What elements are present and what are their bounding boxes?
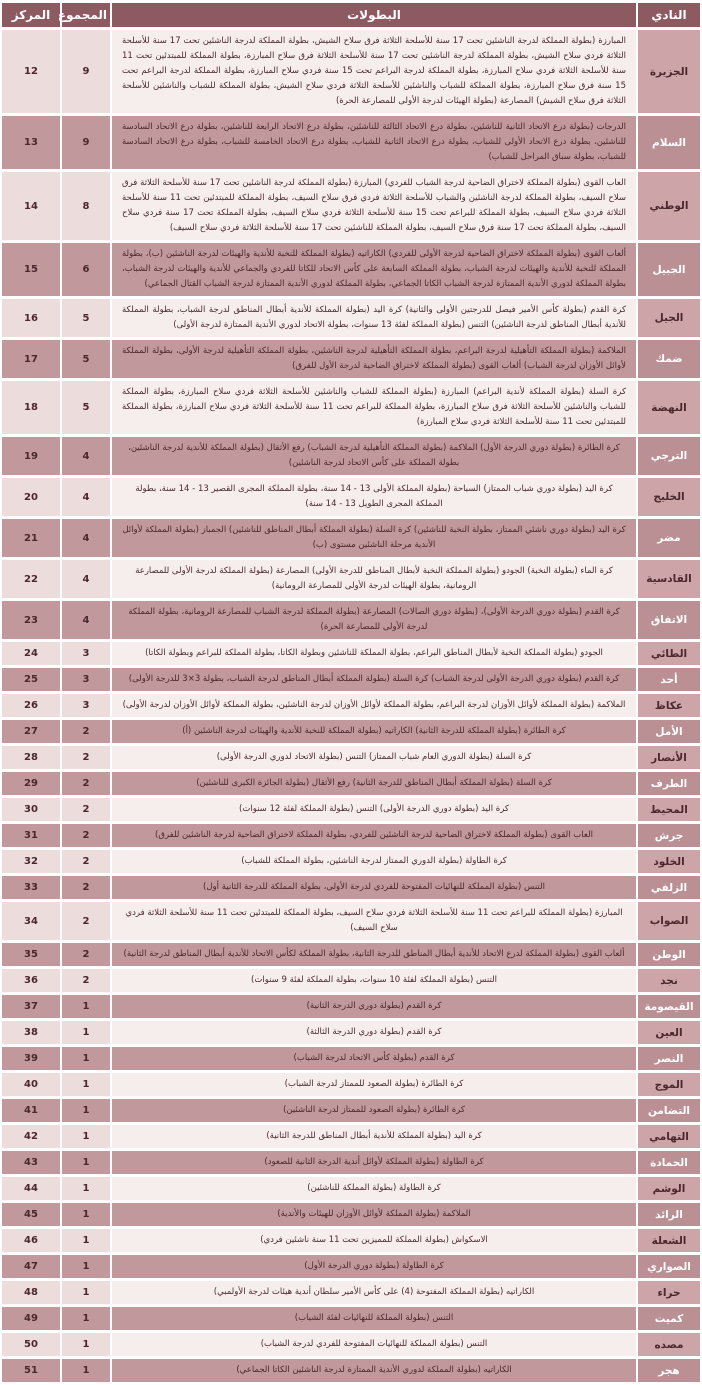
- total-cell: 1: [62, 1073, 110, 1096]
- championships-cell: كرة القدم (بطولة دوري الدرجة الأولى لدرجة الشباب) كرة السلة (بطولة المملكة أبطال المناطق لدرجة الشباب، بطولة 3×3 للدرجة الأولى): [112, 668, 636, 691]
- club-cell: القادسية: [638, 560, 700, 598]
- total-cell: 9: [62, 30, 110, 113]
- club-cell: مصده: [638, 1333, 700, 1356]
- championships-cell: كرة القدم (بطولة كأس الاتحاد لدرجة الشباب): [112, 1047, 636, 1070]
- header-total: المجموع: [62, 3, 110, 27]
- total-cell: 2: [62, 850, 110, 873]
- club-cell: ضمك: [638, 340, 700, 378]
- table-row: [2, 1021, 700, 1044]
- total-cell: 4: [62, 601, 110, 639]
- club-cell: التضامن: [638, 1099, 700, 1122]
- table-row: [2, 1359, 700, 1382]
- championships-cell: كرة اليد (بطولة دوري ناشئي الممتاز، بطولة النخبة للناشئين) كرة السلة (بطولة المملكة أبطال المناطق للناشئين) الجمباز (بطولة المملكة لأوائل الأندية مرحلة الناشئين مستوى (ب): [112, 519, 636, 557]
- table-row: [2, 1047, 700, 1070]
- club-cell: الجزيرة: [638, 30, 700, 113]
- club-cell: نجد: [638, 969, 700, 992]
- championships-cell: كرة الطائرة (بطولة الصعود للممتاز لدرجة الشباب): [112, 1073, 636, 1096]
- rank-cell: 25: [2, 668, 60, 691]
- total-cell: 2: [62, 943, 110, 966]
- championships-cell: كرة الطائرة (بطولة الصعود للممتاز لدرجة الناشئين): [112, 1099, 636, 1122]
- rank-cell: 43: [2, 1151, 60, 1174]
- championships-cell: الملاكمة (بطولة المملكة التأهيلية لدرجة البراعم، بطولة المملكة التأهيلية لدرجة الناشئين، بطولة المملكة التأهيلية لدرجة الأولى، بطولة المملكة لأوائل الأوزان لدرجة الشباب) ألعاب القوى (بطولة المملكة لاختراق الضاحية لدرجة الأول للفرق): [112, 340, 636, 378]
- championships-cell: كرة السلة (بطولة المملكة أبطال المناطق للدرجة الثانية) رفع الأثقال (بطولة الجائزة الكبرى للناشئين): [112, 772, 636, 795]
- rank-cell: 21: [2, 519, 60, 557]
- rank-cell: 24: [2, 642, 60, 665]
- table-row: [2, 519, 700, 557]
- total-cell: 5: [62, 299, 110, 337]
- table-row: [2, 1125, 700, 1148]
- club-cell: مضر: [638, 519, 700, 557]
- table-row: [2, 668, 700, 691]
- club-cell: الأمل: [638, 720, 700, 743]
- championships-cell: ألعاب القوى (بطولة المملكة لاختراق الضاحية لدرجة الأولى للفردي) الكاراتيه (بطولة المملكة للنخبة للأندية والهيئات لدرجة الناشئين (ب)، بطولة المملكة للنخبة للأندية والهيئات لدرجة الشباب، بطولة المملكة السابعة على كأس الاتحاد للكاتا للفردي والجماعي للأندية والهيئات لدرجة الشباب، بطولة المملكة لدوري الأندية الممتازة لدرجة الشباب الكاتا الجماعي، بطولة المملكة لدوري الأندية الممتازة لدرجة الشباب القتال الجماعي): [112, 243, 636, 296]
- header-club: النادي: [638, 3, 700, 27]
- rank-cell: 27: [2, 720, 60, 743]
- championships-cell: كرة الطاولة (بطولة الدوري الممتاز لدرجة الناشئين، بطولة المملكة للشباب): [112, 850, 636, 873]
- total-cell: 4: [62, 478, 110, 516]
- total-cell: 1: [62, 1359, 110, 1382]
- rank-cell: 32: [2, 850, 60, 873]
- club-cell: كميت: [638, 1307, 700, 1330]
- championships-cell: كرة الطاولة (بطولة المملكة لأوائل أندية الدرجة الثانية للصعود): [112, 1151, 636, 1174]
- total-cell: 1: [62, 1047, 110, 1070]
- table-row: [2, 172, 700, 240]
- table-row: [2, 824, 700, 847]
- club-cell: الوطني: [638, 172, 700, 240]
- club-cell: هجر: [638, 1359, 700, 1382]
- club-cell: الأنصار: [638, 746, 700, 769]
- championships-cell: كرة اليد (بطولة دوري شباب الممتاز) السباحة (بطولة المملكة الأولى 13 - 14 سنة، بطولة المملكة المجرى القصير 13 - 14 سنة، بطولة المملكة المجرى الطويل 13 - 14 سنة): [112, 478, 636, 516]
- championships-cell: كرة القدم (بطولة دوري الدرجة الأولى)، (بطولة دوري الصالات) المصارعة (بطولة المملكة لدرجة الشباب للمصارعة الرومانية، بطولة المملكة لدرجة الأولى للمصارعة الحرة): [112, 601, 636, 639]
- table-row: [2, 1333, 700, 1356]
- club-cell: المحيط: [638, 798, 700, 821]
- total-cell: 5: [62, 381, 110, 434]
- total-cell: 2: [62, 772, 110, 795]
- championships-cell: كرة اليد (بطولة دوري الدرجة الأولى) التنس (بطولة المملكة لفئة 12 سنوات): [112, 798, 636, 821]
- club-cell: الطرف: [638, 772, 700, 795]
- table-body: [2, 30, 700, 1382]
- club-cell: جرش: [638, 824, 700, 847]
- total-cell: 1: [62, 1281, 110, 1304]
- rank-cell: 49: [2, 1307, 60, 1330]
- table-row: [2, 437, 700, 475]
- table-row: [2, 30, 700, 113]
- rank-cell: 28: [2, 746, 60, 769]
- championships-cell: المبارزة (بطولة المملكة للبراعم تحت 11 سنة للأسلحة الثلاثة فردي سلاح السيف، بطولة المملكة للمبتدئين تحت 11 سنة للأسلحة الثلاثة فردي سلاح السيف): [112, 902, 636, 940]
- total-cell: 2: [62, 969, 110, 992]
- total-cell: 4: [62, 519, 110, 557]
- table-row: [2, 969, 700, 992]
- table-row: [2, 772, 700, 795]
- table-row: [2, 995, 700, 1018]
- club-cell: النصر: [638, 1047, 700, 1070]
- table-row: [2, 1281, 700, 1304]
- rank-cell: 20: [2, 478, 60, 516]
- rank-cell: 31: [2, 824, 60, 847]
- club-cell: التهامي: [638, 1125, 700, 1148]
- championships-cell: كرة القدم (بطولة دوري الدرجة الثانية): [112, 995, 636, 1018]
- total-cell: 2: [62, 720, 110, 743]
- table-row: [2, 1099, 700, 1122]
- total-cell: 1: [62, 1203, 110, 1226]
- rank-cell: 45: [2, 1203, 60, 1226]
- club-cell: الخلود: [638, 850, 700, 873]
- club-cell: الصواب: [638, 902, 700, 940]
- championships-cell: كرة الطاولة (بطولة دوري الدرجة الأول): [112, 1255, 636, 1278]
- championships-cell: ألعاب القوى (بطولة المملكة لدرع الاتحاد للأندية أبطال المناطق للدرجة الثانية، بطولة المملكة لكأس الاتحاد للأندية أبطال المناطق لدرجة الثانية): [112, 943, 636, 966]
- total-cell: 1: [62, 1125, 110, 1148]
- total-cell: 2: [62, 876, 110, 899]
- header-rank: المركز: [2, 3, 60, 27]
- rank-cell: 42: [2, 1125, 60, 1148]
- club-cell: عكاظ: [638, 694, 700, 717]
- championships-cell: كرة القدم (بطولة دوري الدرجة الثالثة): [112, 1021, 636, 1044]
- table-row: [2, 720, 700, 743]
- club-cell: الجيل: [638, 299, 700, 337]
- table-row: [2, 746, 700, 769]
- club-cell: الجبيل: [638, 243, 700, 296]
- rank-cell: 30: [2, 798, 60, 821]
- total-cell: 1: [62, 1151, 110, 1174]
- championships-cell: الاسكواش (بطولة المملكة للمميزين تحت 11 سنة ناشئين فردي): [112, 1229, 636, 1252]
- club-cell: الترجي: [638, 437, 700, 475]
- rank-cell: 34: [2, 902, 60, 940]
- total-cell: 3: [62, 694, 110, 717]
- club-cell: الزلفي: [638, 876, 700, 899]
- rank-cell: 29: [2, 772, 60, 795]
- total-cell: 6: [62, 243, 110, 296]
- championships-cell: العاب القوى (بطولة المملكة لاختراق الضاحية لدرجة الناشئين للفردي، بطولة المملكة لاختراق الضاحية لدرجة الناشئين للفرق): [112, 824, 636, 847]
- total-cell: 8: [62, 172, 110, 240]
- championships-cell: كرة الماء (بطولة النخبة) الجودو (بطولة المملكة النخبة لأبطال المناطق للدرجة الأولى) المصارعة (بطولة المملكة لدرجة الأولى للمصارعة الرومانية، بطولة الهيئات لدرجة الأولى للمصارعة الرومانية): [112, 560, 636, 598]
- championships-cell: الملاكمة (بطولة المملكة لأوائل الأوزان لدرجة البراعم، بطولة المملكة لأوائل الأوزان لدرجة الناشئين، بطولة المملكة لأوائل الأوزان لدرجة الأولى): [112, 694, 636, 717]
- rank-cell: 33: [2, 876, 60, 899]
- total-cell: 2: [62, 902, 110, 940]
- rank-cell: 37: [2, 995, 60, 1018]
- table-row: [2, 340, 700, 378]
- rank-cell: 23: [2, 601, 60, 639]
- total-cell: 5: [62, 340, 110, 378]
- rank-cell: 15: [2, 243, 60, 296]
- table-row: [2, 478, 700, 516]
- rank-cell: 41: [2, 1099, 60, 1122]
- rank-cell: 51: [2, 1359, 60, 1382]
- total-cell: 1: [62, 1099, 110, 1122]
- total-cell: 4: [62, 560, 110, 598]
- total-cell: 1: [62, 1255, 110, 1278]
- club-cell: النهضة: [638, 381, 700, 434]
- club-cell: أحد: [638, 668, 700, 691]
- championships-cell: الكاراتيه (بطولة المملكة لدوري الأندية الممتازة لدرجة الناشئين الكاتا الجماعي): [112, 1359, 636, 1382]
- rank-cell: 36: [2, 969, 60, 992]
- club-cell: الطائي: [638, 642, 700, 665]
- club-cell: الاتفاق: [638, 601, 700, 639]
- rank-cell: 18: [2, 381, 60, 434]
- championships-cell: كرة اليد (بطولة المملكة للأندية أبطال المناطق للدرجة الثانية): [112, 1125, 636, 1148]
- table-row: [2, 798, 700, 821]
- championships-cell: التنس (بطولة المملكة للنهائيات المفتوحة للفردي لدرجة الأولى، بطولة المملكة للدرجة الثانية أول): [112, 876, 636, 899]
- total-cell: 1: [62, 1229, 110, 1252]
- rank-cell: 35: [2, 943, 60, 966]
- rank-cell: 17: [2, 340, 60, 378]
- championships-cell: العاب القوى (بطولة المملكة لاختراق الضاحية لدرجة الشباب للفردي) المبارزة (بطولة المملكة لدرجة الناشئين تحت 17 سنة للأسلحة الثلاثة فرق سلاح السيف، بطولة المملكة لدرجة الناشئين والشباب للأسلحة الثلاثة فردي فرق سلاح السيف، بطولة المملكة للمبتدئين تحت 11 سنة للأسلحة الثلاثة فردي سلاح السيف، بطولة المملكة للبراعم تحت 15 سنة للأسلحة الثلاثة فردي سلاح السيف، بطولة المملكة تحت 17 سنة فردي سلاح السيف، بطولة المملكة تحت 17 سنة فرق سلاح السيف، بطولة المملكة للناشئين تحت 17 سنة للأسلحة الثلاثة فردي سلاح السيف): [112, 172, 636, 240]
- club-cell: الخليج: [638, 478, 700, 516]
- championships-cell: الملاكمة (بطولة المملكة لأوائل الأوزان للهيئات والأندية): [112, 1203, 636, 1226]
- table-row: [2, 601, 700, 639]
- rank-cell: 14: [2, 172, 60, 240]
- championships-cell: التنس (بطولة المملكة للنهائيات المفتوحة للفردي لدرجة الشباب): [112, 1333, 636, 1356]
- rank-cell: 19: [2, 437, 60, 475]
- table-header: [2, 3, 700, 27]
- rank-cell: 38: [2, 1021, 60, 1044]
- total-cell: 2: [62, 798, 110, 821]
- championships-cell: كرة السلة (بطولة الدوري العام شباب الممتاز) التنس (بطولة الاتحاد لدوري الدرجة الأولى): [112, 746, 636, 769]
- table-row: [2, 1073, 700, 1096]
- table-row: [2, 243, 700, 296]
- rank-cell: 13: [2, 116, 60, 169]
- rank-cell: 47: [2, 1255, 60, 1278]
- championships-cell: كرة الطاولة (بطولة المملكة للناشئين): [112, 1177, 636, 1200]
- header-championships: البطولات: [112, 3, 636, 27]
- total-cell: 2: [62, 746, 110, 769]
- table-row: [2, 876, 700, 899]
- table-row: [2, 299, 700, 337]
- rank-cell: 44: [2, 1177, 60, 1200]
- rank-cell: 16: [2, 299, 60, 337]
- championships-cell: الدرجات (بطولة درع الاتحاد الثانية للناشئين، بطولة درع الاتحاد الثالثة للناشئين، بطولة درع الاتحاد الرابعة للناشئين، بطولة درع الاتحاد السادسة للناشئين، بطولة درع الاتحاد الأولى للشباب، بطولة درع الاتحاد الثانية للشباب، بطولة درع الاتحاد الخامسة للشباب، بطولة درع الاتحاد السادسة للشباب، بطولة سباق المراحل للشباب): [112, 116, 636, 169]
- championships-cell: الكاراتيه (بطولة المملكة المفتوحة (4) على كأس الأمير سلطان أندية هيئات لدرجة الأولمبي): [112, 1281, 636, 1304]
- total-cell: 1: [62, 995, 110, 1018]
- total-cell: 1: [62, 1177, 110, 1200]
- total-cell: 2: [62, 824, 110, 847]
- table-row: [2, 642, 700, 665]
- championships-cell: التنس (بطولة المملكة لفئة 10 سنوات، بطولة المملكة لفئة 9 سنوات): [112, 969, 636, 992]
- table-row: [2, 902, 700, 940]
- table-row: [2, 1307, 700, 1330]
- total-cell: 9: [62, 116, 110, 169]
- championships-cell: كرة الطائرة (بطولة المملكة للدرجة الثانية) الكاراتيه (بطولة المملكة للنخبة للأندية والهيئات لدرجة الناشئين (أ): [112, 720, 636, 743]
- table-row: [2, 1203, 700, 1226]
- club-cell: الوشم: [638, 1177, 700, 1200]
- total-cell: 4: [62, 437, 110, 475]
- rank-cell: 39: [2, 1047, 60, 1070]
- table-row: [2, 694, 700, 717]
- total-cell: 3: [62, 668, 110, 691]
- club-cell: الحمادة: [638, 1151, 700, 1174]
- club-cell: القيصومة: [638, 995, 700, 1018]
- club-cell: السلام: [638, 116, 700, 169]
- rank-cell: 12: [2, 30, 60, 113]
- rank-cell: 40: [2, 1073, 60, 1096]
- championships-cell: كرة الطائرة (بطولة دوري الدرجة الأول) الملاكمة (بطولة المملكة التأهيلية لدرجة الشباب) رفع الأثقال (بطولة المملكة للأندية لدرجة الناشئين، بطولة المملكة على كأس الاتحاد لدرجة الناشئين): [112, 437, 636, 475]
- club-cell: الشعلة: [638, 1229, 700, 1252]
- rank-cell: 26: [2, 694, 60, 717]
- championships-cell: التنس (بطولة المملكة للنهائيات لفئة الشباب): [112, 1307, 636, 1330]
- table-row: [2, 1255, 700, 1278]
- total-cell: 1: [62, 1307, 110, 1330]
- club-cell: الوطن: [638, 943, 700, 966]
- championships-cell: الجودو (بطولة المملكة النخبة لأبطال المناطق البراعم، بطولة المملكة للناشئين وبطولة الكاتا، بطولة المملكة للبراعم وبطولة الكاتا): [112, 642, 636, 665]
- club-cell: الرائد: [638, 1203, 700, 1226]
- rank-cell: 48: [2, 1281, 60, 1304]
- table-row: [2, 1151, 700, 1174]
- club-cell: الصواري: [638, 1255, 700, 1278]
- table-row: [2, 381, 700, 434]
- total-cell: 3: [62, 642, 110, 665]
- total-cell: 1: [62, 1333, 110, 1356]
- championships-cell: المبارزة (بطولة المملكة لدرجة الناشئين تحت 17 سنة للأسلحة الثلاثة فرق سلاح الشيش، بطولة المملكة لدرجة الناشئين تحت 17 سنة للأسلحة الثلاثة فردي سلاح الشيش، بطولة المملكة لدرجة الناشئين تحت 17 سنة للأسلحة الثلاثة فرق سلاح المبارزة، بطولة المملكة للمبتدئين تحت 11 سنة للأسلحة الثلاثة فردي سلاح المبارزة، بطولة المملكة لدرجة البراعم تحت 15 سنة فردي سلاح المبارزة، بطولة المملكة لدرجة البراعم تحت 15 سنة فرق سلاح المبارزة، بطولة المملكة للشباب والناشئين للأسلحة الثلاثة فردي سلاح الشيش، بطولة المملكة للشباب والناشئين للأسلحة الثلاثة فرق سلاح الشيش) المصارعة (بطولة الهيئات لدرجة الأولى للمصارعة الحرة): [112, 30, 636, 113]
- championships-cell: كرة القدم (بطولة كأس الأمير فيصل للدرجتين الأولى والثانية) كرة اليد (بطولة المملكة للأندية أبطال المناطق لدرجة الشباب، بطولة المملكة للأندية أبطال المناطق لدرجة الناشئين) التنس (بطولة المملكة لفئة 13 سنوات، بطولة الاتحاد لدوري الأندية الممتازة لدرجة الأولى): [112, 299, 636, 337]
- table-row: [2, 560, 700, 598]
- club-cell: الموج: [638, 1073, 700, 1096]
- total-cell: 1: [62, 1021, 110, 1044]
- table-row: [2, 850, 700, 873]
- rank-cell: 22: [2, 560, 60, 598]
- club-cell: العين: [638, 1021, 700, 1044]
- championships-cell: كرة السلة (بطولة المملكة لأندية البراعم) المبارزة (بطولة المملكة للشباب والناشئين للأسلحة الثلاثة فردي سلاح المبارزة، بطولة المملكة للشباب والناشئين للأسلحة الثلاثة فرق سلاح المبارزة، بطولة المملكة للبراعم تحت 11 سنة للأسلحة الثلاثة فردي سلاح المبارزة، بطولة المملكة للمبتدئين تحت 11 سنة للأسلحة الثلاثة فردي سلاح المبارزة): [112, 381, 636, 434]
- table-row: [2, 943, 700, 966]
- table-row: [2, 1229, 700, 1252]
- table-row: [2, 1177, 700, 1200]
- club-cell: حراء: [638, 1281, 700, 1304]
- rank-cell: 46: [2, 1229, 60, 1252]
- table-row: [2, 116, 700, 169]
- rank-cell: 50: [2, 1333, 60, 1356]
